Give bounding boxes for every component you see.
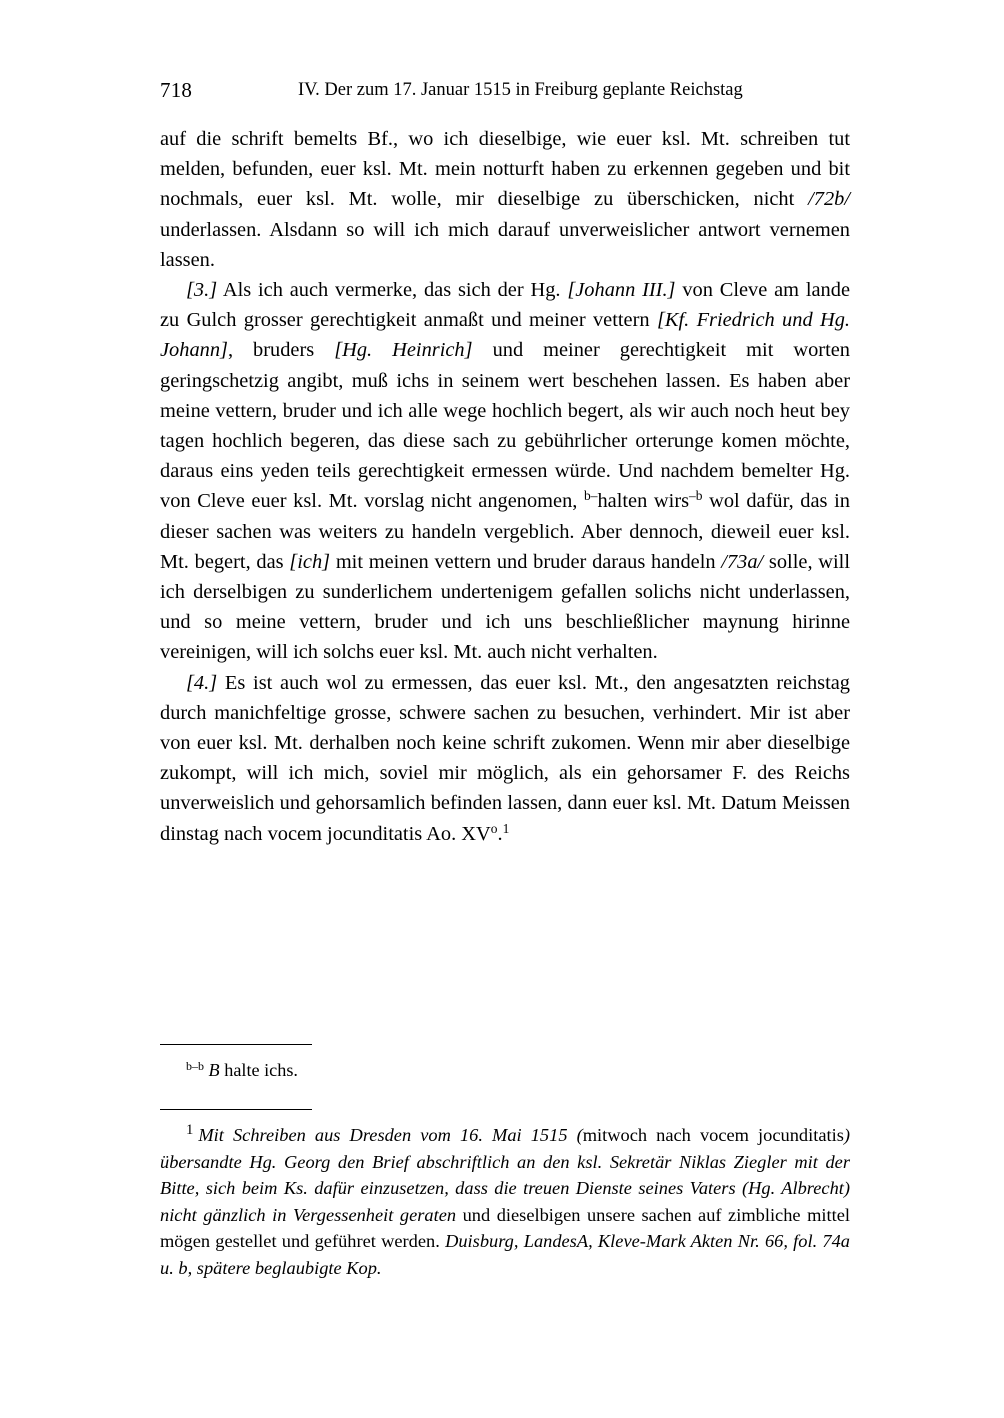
footnote-1 xyxy=(160,1122,850,1282)
marginal-folio-72b: /72b/ xyxy=(808,188,850,211)
paragraph-4-text-1: Es ist auch wol zu ermessen, das euer ksl. Mt., den angesatzten reichstag durch manichfeltige grosse, schwere sachen zu besuchen, verhindert. Mir ist aber von euer ksl. Mt. derhalben noch keine schrift zukomen. Wenn mir aber dieselbige zukompt, will ich mich, soviel mir möglich, als ein gehorsamer F. des Reichs unverweislich und gehorsamlich befinden lassen, dann euer ksl. Mt. Datum Meissen dinstag nach vocem jocunditatis Ao. XV xyxy=(160,671,850,845)
paragraph-3-text-1: Als ich auch vermerke, das sich der Hg. xyxy=(217,279,568,302)
paragraph-3-italic-2: [Kf. Friedrich und Hg. Johann] xyxy=(160,309,851,362)
paragraph-continued-text-1: auf die schrift bemelts Bf., wo ich dieselbige, wie euer ksl. Mt. schreiben tut melden, befunden, euer ksl. Mt. mein notturft haben zu erkennen gegeben und bit nochmals, euer ksl. Mt. wolle, mir dieselbige zu überschicken, nicht xyxy=(160,128,850,211)
footnote-rule xyxy=(160,1109,312,1110)
paragraph-3-italic-3: [Hg. Heinrich] xyxy=(334,339,473,362)
variant-note-b xyxy=(160,1057,850,1083)
variant-notes-rule xyxy=(160,1044,312,1045)
paragraph-4 xyxy=(160,668,850,849)
notes-apparatus xyxy=(160,1044,850,1282)
page-number: 718 xyxy=(160,78,193,102)
footnote-italic-1: Mit Schreiben aus Dresden vom 16. Mai 1515 ( xyxy=(198,1125,583,1145)
paragraph-3-text-2: von Cleve am lande zu Gulch grosser gerechtigkeit anmaßt und meiner vettern xyxy=(160,279,850,332)
variant-note-siglum: b–b xyxy=(186,1058,204,1073)
footnote-reference-1[interactable]: 1 xyxy=(502,820,510,836)
running-head xyxy=(160,78,850,102)
variant-marker-close-b: –b xyxy=(689,488,703,504)
paragraph-4-text-2: . xyxy=(497,822,503,845)
paragraph-4-marker: [4.] xyxy=(186,671,218,694)
paragraph-3-text-5: halten wirs xyxy=(597,490,690,513)
footnote-number: 1 xyxy=(186,1122,194,1139)
paragraph-3-text-6: wol dafür, das in dieser sachen was weiters zu handeln vergeblich. Aber dennoch, dieweil euer ksl. Mt. begert, das xyxy=(160,490,850,573)
paragraph-3-italic-4: [ich] xyxy=(289,550,331,573)
paragraph-3-text-3: , bruders xyxy=(227,339,335,362)
paragraph-3 xyxy=(160,275,850,668)
paragraph-3-text-8: solle, will ich derselbigen zu sunderlichem undertenigem gefallen solichs nicht underlassen, und so meine vettern, bruder und ich uns beschließlicher maynung hirinne vereinigen, will ich solchs euer ksl. Mt. auch nicht verhalten. xyxy=(160,550,850,664)
footnote-roman-2: und dieselbigen unsere sachen auf zimbliche mittel mögen gestellet und geführet werden. xyxy=(160,1204,850,1252)
paragraph-continued-text-2: underlassen. Alsdann so will ich mich darauf unverweislicher antwort vernemen lassen. xyxy=(160,218,850,271)
variant-note-manuscript: B xyxy=(208,1060,220,1080)
footnote-italic-3: Duisburg, LandesA, Kleve-Mark Akten Nr. 66, fol. 74a u. b, spätere beglaubigte Kop. xyxy=(160,1231,850,1278)
superscript-ordinal-o: o xyxy=(490,820,498,836)
paragraph-3-marker: [3.] xyxy=(186,279,218,302)
body-text xyxy=(160,124,850,849)
variant-note-text: halte ichs. xyxy=(219,1060,298,1080)
paragraph-3-text-4: und meiner gerechtigkeit mit worten geringschetzig angibt, muß ichs in seinem wert beschehen lassen. Es haben aber meine vettern, bruder und ich alle wege hochlich begert, als wir auch noch heut bey tagen hochlich begeren, das diese sach zu gebührlicher orterunge komen möchte, daraus eins yeden teils gerechtigkeit ermessen würde. Und nachdem bemelter Hg. von Cleve euer ksl. Mt. vorslag nicht angenomen, xyxy=(160,339,850,513)
paragraph-3-text-7: mit meinen vettern und bruder daraus handeln xyxy=(330,550,722,573)
footnote-roman-1: mitwoch nach vocem jocunditatis xyxy=(582,1125,844,1145)
footnote-italic-2: ) übersandte Hg. Georg den Brief abschriftlich an den ksl. Sekretär Niklas Ziegler mit der Bitte, sich beim Ks. dafür einzusetzen, dass die treuen Dienste seines Vaters (Hg. Albrecht) nicht gänzlich in Vergessenheit geraten xyxy=(160,1125,850,1225)
marginal-folio-73a: /73a/ xyxy=(721,550,764,573)
variant-marker-open-b: b– xyxy=(584,488,598,504)
running-head-title: IV. Der zum 17. Januar 1515 in Freiburg geplante Reichstag xyxy=(298,80,743,100)
paragraph-3-italic-1: [Johann III.] xyxy=(567,279,676,302)
paragraph-continued xyxy=(160,124,850,275)
